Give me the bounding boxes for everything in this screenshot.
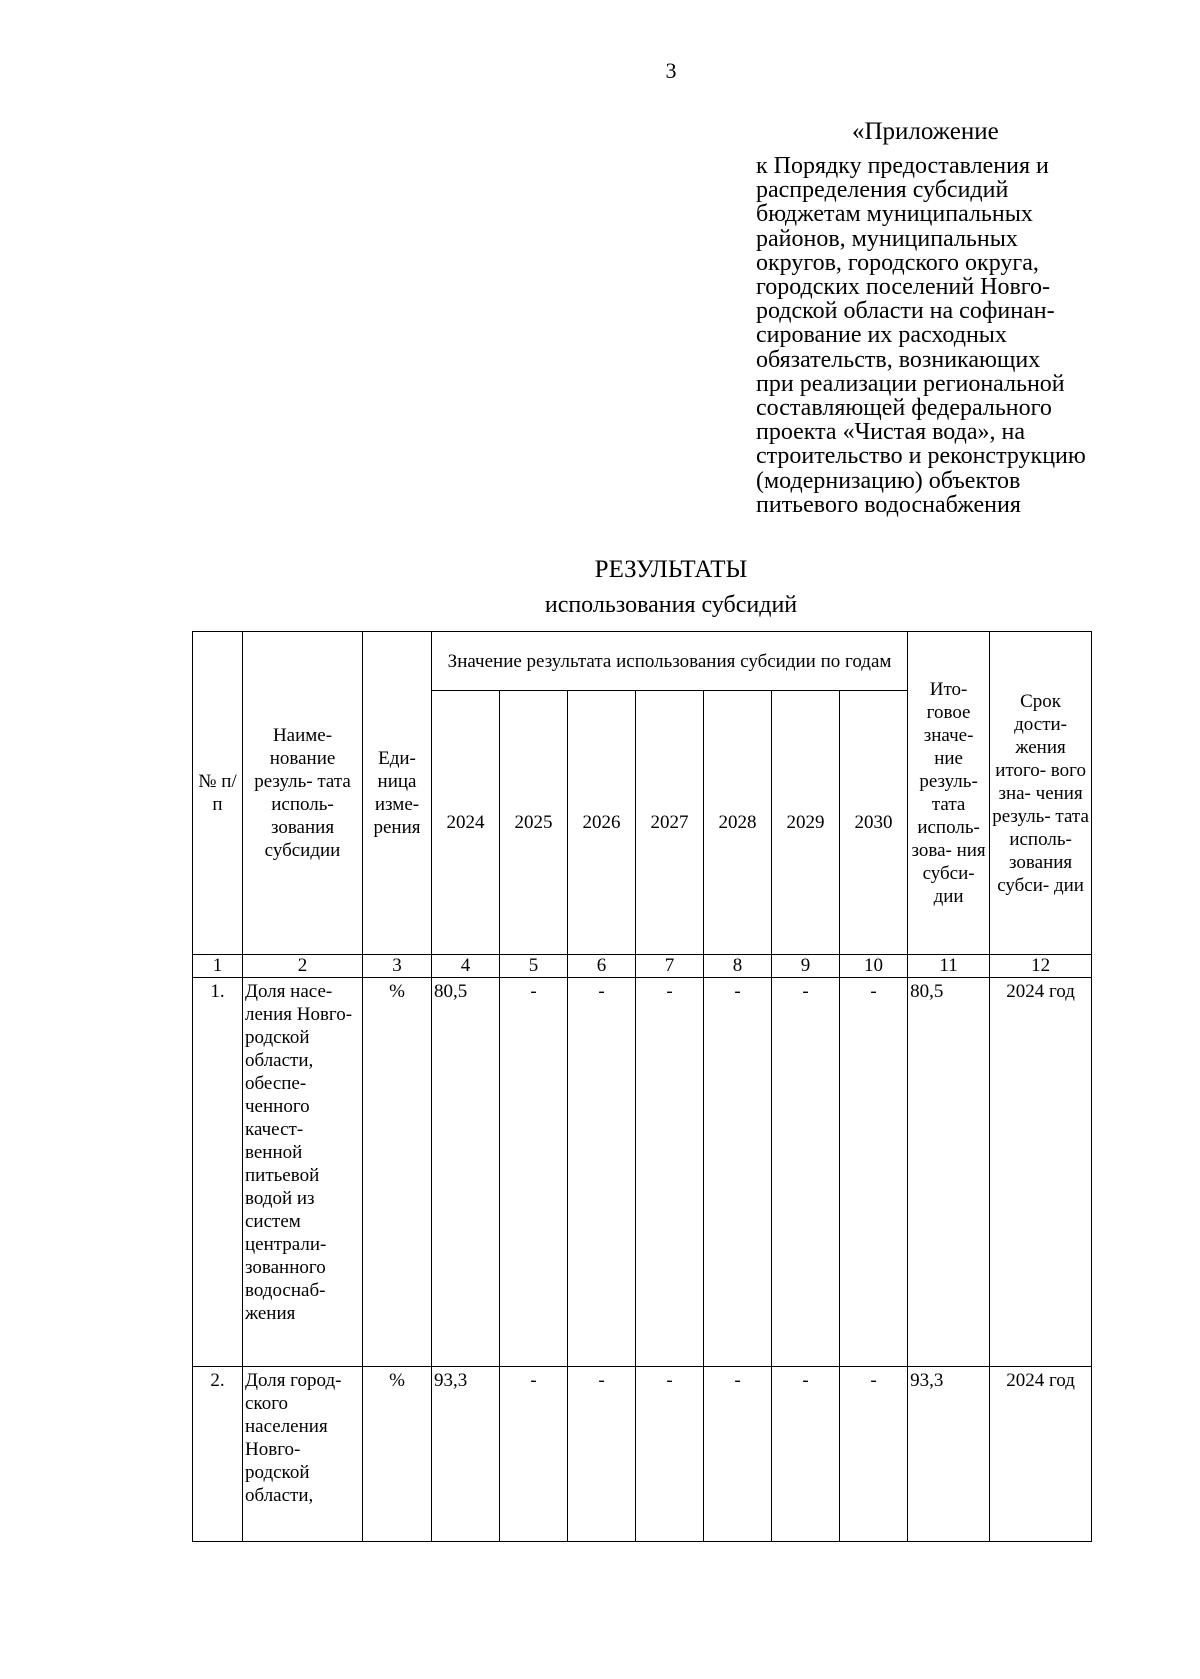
- appendix-line: питьевого водоснабжения: [756, 491, 1021, 518]
- header-year-2029: 2029: [772, 691, 840, 955]
- appendix-line: районов, муниципальных: [756, 225, 1018, 252]
- header-row: [193, 632, 1092, 691]
- header-year-2027: 2027: [636, 691, 704, 955]
- appendix-line: к Порядку предоставления и: [756, 153, 1049, 179]
- column-number: 4: [432, 955, 500, 978]
- appendix-line: обязательств, возникающих: [756, 346, 1041, 373]
- appendix-line: родской области на софинан-: [756, 298, 1055, 325]
- appendix-title: «Приложение: [852, 118, 999, 145]
- column-number: 5: [500, 955, 568, 978]
- row-1-value-2024: 80,5: [432, 978, 500, 1367]
- column-number: 9: [772, 955, 840, 978]
- table-row: [193, 978, 1092, 1367]
- header-year-2024: 2024: [432, 691, 500, 955]
- row-2-num: 2.: [193, 1367, 243, 1542]
- row-1-unit: %: [363, 978, 432, 1367]
- appendix-line: составляющей федерального: [756, 395, 1052, 422]
- results-table: [192, 631, 1092, 1542]
- column-number: 12: [990, 955, 1092, 978]
- row-1-value-2027: -: [636, 978, 704, 1367]
- row-1-num: 1.: [193, 978, 243, 1367]
- row-2-value-2026: -: [568, 1367, 636, 1542]
- row-1-value-2028: -: [704, 978, 772, 1367]
- appendix-line: при реализации региональной: [756, 370, 1065, 397]
- row-2-total: 93,3: [908, 1367, 990, 1542]
- appendix-line: округов, городского округа,: [756, 249, 1039, 276]
- header-unit: Еди- ница изме- рения: [363, 632, 432, 955]
- document-subtitle: использования субсидий: [544, 592, 798, 618]
- header-years-group: Значение результата использования субсидии по годам: [432, 632, 908, 691]
- appendix-line: строительство и реконструкцию: [756, 443, 1086, 470]
- appendix-line: проекта «Чистая вода», на: [756, 419, 1025, 446]
- row-1-value-2030: -: [840, 978, 908, 1367]
- row-2-value-2029: -: [772, 1367, 840, 1542]
- column-number: 7: [636, 955, 704, 978]
- row-1-deadline: 2024 год: [990, 978, 1092, 1367]
- header-deadline: Срок дости- жения итого- вого зна- чения резуль- тата исполь- зования субси- дии: [990, 632, 1092, 955]
- row-1-name: Доля насе- ления Новго- родской области, обеспе- ченного качест- венной питьевой водой из систем централи- зованного водоснаб- жения: [243, 978, 363, 1367]
- header-num: № п/п: [193, 632, 243, 955]
- page-number: 3: [665, 58, 677, 83]
- row-1-total: 80,5: [908, 978, 990, 1367]
- row-2-value-2024: 93,3: [432, 1367, 500, 1542]
- row-2-value-2028: -: [704, 1367, 772, 1542]
- header-year-2026: 2026: [568, 691, 636, 955]
- row-2-value-2027: -: [636, 1367, 704, 1542]
- appendix-line: городских поселений Новго-: [756, 274, 1051, 301]
- appendix-line: распределения субсидий: [756, 177, 1009, 204]
- column-number: 1: [193, 955, 243, 978]
- header-total: Ито- говое значе- ние резуль- тата исполь- зова- ния субси- дии: [908, 632, 990, 955]
- appendix-line: сирование их расходных: [756, 322, 1007, 349]
- column-number: 11: [908, 955, 990, 978]
- row-1-value-2025: -: [500, 978, 568, 1367]
- column-number: 2: [243, 955, 363, 978]
- row-2-name: Доля город- ского населения Новго- родской области,: [243, 1367, 363, 1542]
- row-2-value-2025: -: [500, 1367, 568, 1542]
- row-1-value-2026: -: [568, 978, 636, 1367]
- header-name: Наиме- нование резуль- тата исполь- зования субсидии: [243, 632, 363, 955]
- appendix-line: (модернизацию) объектов: [756, 467, 1021, 494]
- column-numbers-row: [193, 955, 1092, 978]
- row-2-value-2030: -: [840, 1367, 908, 1542]
- table-row: [193, 1367, 1092, 1542]
- row-1-value-2029: -: [772, 978, 840, 1367]
- appendix-line: бюджетам муниципальных: [756, 201, 1033, 228]
- column-number: 3: [363, 955, 432, 978]
- column-number: 10: [840, 955, 908, 978]
- document-title: РЕЗУЛЬТАТЫ: [594, 556, 748, 583]
- column-number: 6: [568, 955, 636, 978]
- column-number: 8: [704, 955, 772, 978]
- header-year-2028: 2028: [704, 691, 772, 955]
- header-year-2025: 2025: [500, 691, 568, 955]
- appendix-text: [756, 154, 1126, 517]
- row-2-deadline: 2024 год: [990, 1367, 1092, 1542]
- header-year-2030: 2030: [840, 691, 908, 955]
- row-2-unit: %: [363, 1367, 432, 1542]
